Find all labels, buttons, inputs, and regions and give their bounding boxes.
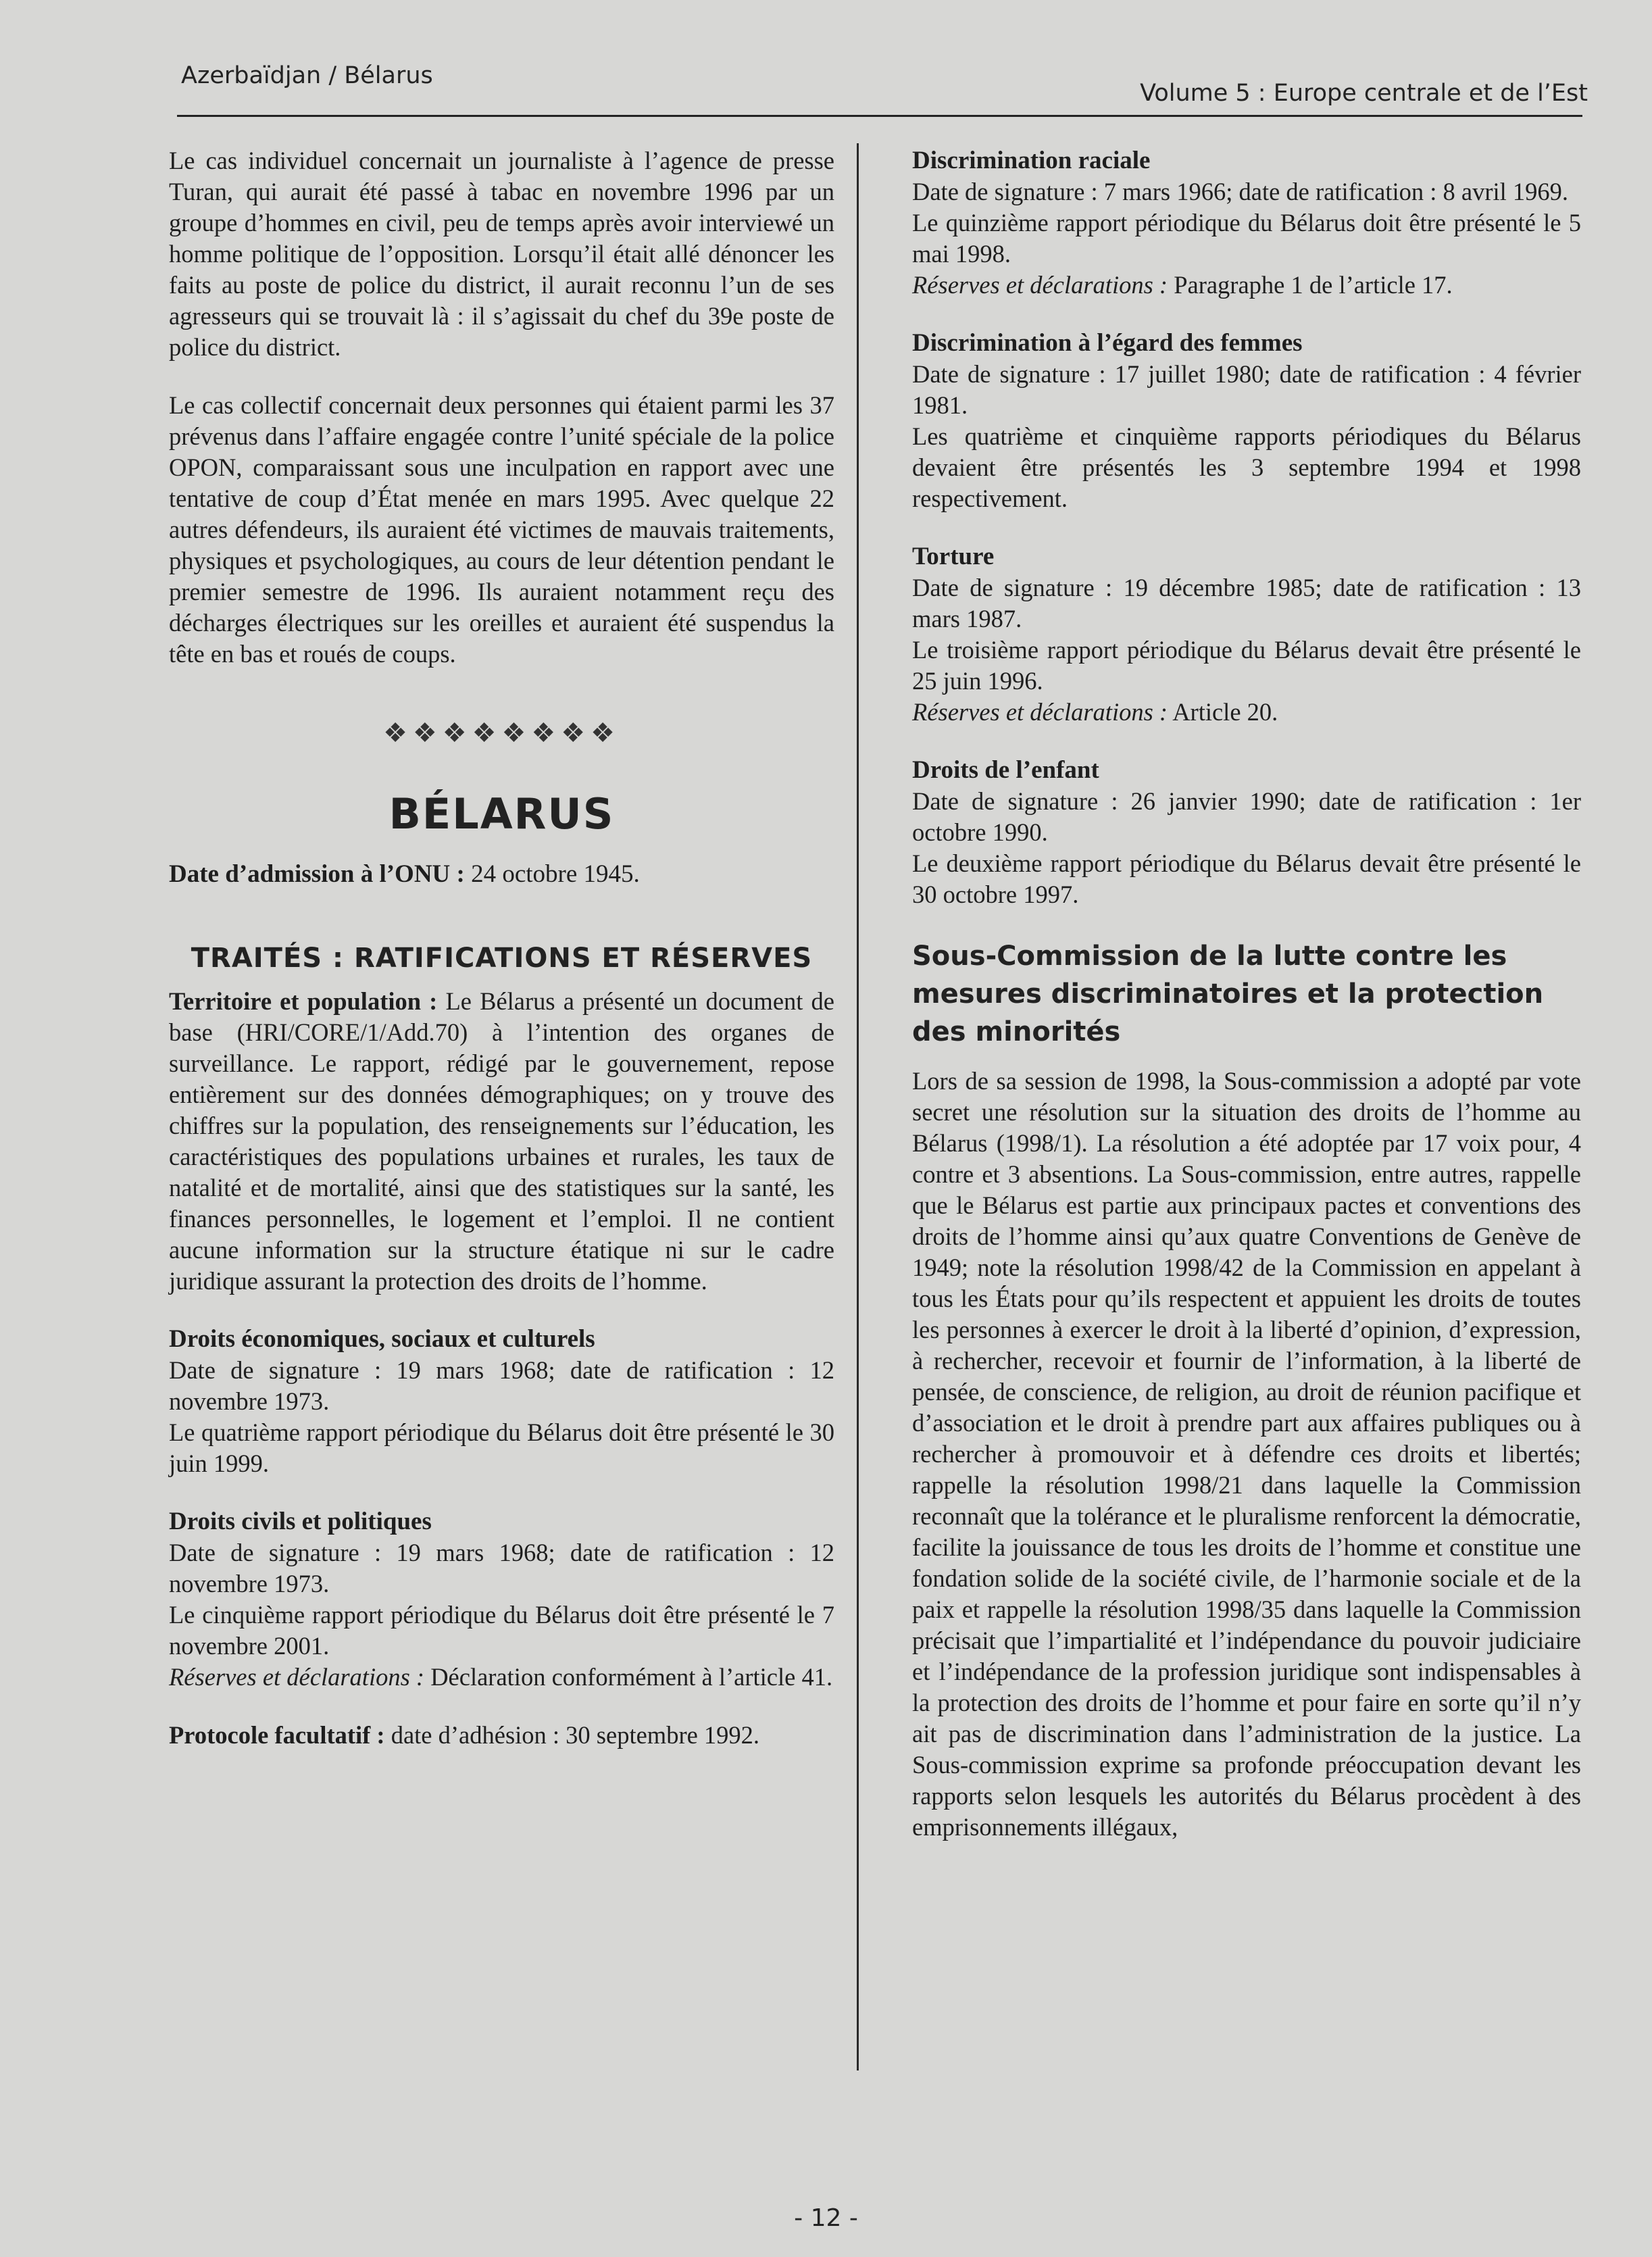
section-economic-rights [169,1324,834,1479]
left-column [169,145,834,1778]
running-header-right: Volume 5 : Europe centrale et de l’Est [1140,80,1588,107]
paragraph-collective-case: Le cas collectif concernait deux personnes qui étaient parmi les 37 prévenus dans l’affaire engagée contre l’unité spéciale de la police OPON, comparaissant sous une inculpation en rapport avec une tentative de coup d’État menée en mars 1995. Avec quelque 22 autres défendeurs, ils auraient été victimes de mauvais traitements, physiques et psychologiques, au cours de leur détention pendant le premier semestre de 1996. Ils auraient notamment reçu des décharges électriques sur les oreilles et auraient été suspendus la tête en bas et roués de coups. [169,391,834,668]
civil-report: Le cinquième rapport périodique du Bélarus doit être présenté le 7 novembre 2001. [169,1601,834,1660]
racial-dates: Date de signature : 7 mars 1966; date de ratification : 8 avril 1969. [912,178,1569,205]
child-dates: Date de signature : 26 janvier 1990; date de ratification : 1er octobre 1990. [912,787,1581,846]
subcommission-heading: Sous-Commission de la lutte contre les mesures discriminatoires et la protection des minorités [912,941,1544,1047]
child-report: Le deuxième rapport périodique du Bélarus devait être présenté le 30 octobre 1997. [912,849,1581,908]
column-divider [857,143,859,2070]
section-civil-rights [169,1506,834,1693]
section-protocol [169,1720,834,1751]
country-title: BÉLARUS [389,789,615,839]
admission-date [169,859,834,890]
econ-title: Droits économiques, sociaux et culturels [169,1325,595,1353]
section-ornament: ❖❖❖❖❖❖❖❖ [383,718,620,748]
racial-title: Discrimination raciale [912,147,1151,174]
torture-dates: Date de signature : 19 décembre 1985; date de ratification : 13 mars 1987. [912,574,1581,633]
civil-reserve-label: Réserves et déclarations : [169,1663,425,1691]
section-child [912,755,1581,910]
econ-dates: Date de signature : 19 mars 1968; date de ratification : 12 novembre 1973. [169,1356,834,1415]
section-women [912,328,1581,514]
subcommission-text: Lors de sa session de 1998, la Sous-commission a adopté par vote secret une résolution sur la situation des droits de l’homme au Bélarus (1998/1). La résolution a été adoptée par 17 voix pour, 4 contre et 3 absentions. La Sous-commission, entre autres, rappelle que le Bélarus est partie aux principaux pactes et conventions des droits de l’homme ainsi qu’aux quatre Conventions de Genève de 1949; note la résolution 1998/42 de la Commission en appelant à tous les États pour qu’ils respectent et appuient les droits de toutes les personnes à exercer le droit à la liberté d’opinion, d’expression, à rechercher, recevoir et fournir de l’information, à la liberté de pensée, de conscience, de religion, au droit de réunion pacifique et d’association et le droit à prendre part aux affaires publiques ou à rechercher à promouvoir et à défendre ces droits et libertés; rappelle la résolution 1998/21 dans laquelle la Commission reconnaît que la tolérance et le pluralisme renforcent la démocratie, facilite la jouissance de tous les droits de l’homme et constitue une fondation solide de la société civile, de l’harmonie sociale et de la paix et rappelle la résolution 1998/35 dans laquelle la Commission précisait que l’impartialité et l’indépendance du pouvoir judiciaire et l’indépendance de la profession juridique sont indispensables à la protection des droits de l’homme et pour faire en sorte qu’il n’y ait pas de discrimination dans l’administration de la justice. La Sous-commission exprime sa profonde préoccupation devant les rapports selon lesquels les autorités du Bélarus procèdent à des emprisonnements illégaux, [912,1067,1581,1841]
child-title: Droits de l’enfant [912,756,1099,784]
torture-report: Le troisième rapport périodique du Bélarus devait être présenté le 25 juin 1996. [912,636,1581,695]
territory-label: Territoire et population : [169,987,438,1015]
women-title: Discrimination à l’égard des femmes [912,329,1303,357]
territory-text: Le Bélarus a présenté un document de base (HRI/CORE/1/Add.70) à l’intention des organes de surveillance. Le rapport, rédigé par le gouvernement, repose entièrement sur des données démographiques; on y trouve des chiffres sur la population, des renseignements sur l’éducation, les caractéristiques des populations urbaines et rurales, les taux de natalité et de mortalité, ainsi que des statistiques sur la santé, les finances personnelles, le logement et l’emploi. Il ne contient aucune information sur la structure étatique ni sur le cadre juridique assurant la protection des droits de l’homme. [169,987,834,1295]
protocol-label: Protocole facultatif : [169,1721,385,1749]
torture-reserve-label: Réserves et déclarations : [912,698,1168,726]
racial-reserve-label: Réserves et déclarations : [912,271,1168,299]
racial-reserve-text: Paragraphe 1 de l’article 17. [1168,271,1453,299]
header-rule [177,115,1582,117]
running-header-left: Azerbaïdjan / Bélarus [181,62,433,89]
page-number: - 12 - [794,2204,858,2232]
econ-report: Le quatrième rapport périodique du Bélarus doit être présenté le 30 juin 1999. [169,1418,834,1477]
right-column [912,145,1581,1843]
paragraph-individual-case: Le cas individuel concernait un journaliste à l’agence de presse Turan, qui aurait été passé à tabac en novembre 1996 par un groupe d’hommes en civil, peu de temps après avoir interviewé un homme politique de l’opposition. Lorsqu’il était allé dénoncer les faits au poste de police du district, il aurait reconnu l’un de ses agresseurs qui se trouvait là : il s’agissait du chef du 39e poste de police du district. [169,147,834,361]
treaties-heading: TRAITÉS : RATIFICATIONS ET RÉSERVES [191,943,813,974]
women-report: Les quatrième et cinquième rapports périodiques du Bélarus devaient être présentés les 3 septembre 1994 et 1998 respectivement. [912,422,1581,512]
section-torture [912,541,1581,728]
racial-report: Le quinzième rapport périodique du Bélarus doit être présenté le 5 mai 1998. [912,209,1581,268]
torture-reserve-text: Article 20. [1168,698,1278,726]
civil-dates: Date de signature : 19 mars 1968; date de ratification : 12 novembre 1973. [169,1539,834,1597]
section-territory [169,986,834,1297]
section-racial [912,145,1581,301]
protocol-text: date d’adhésion : 30 septembre 1992. [384,1721,760,1749]
torture-title: Torture [912,543,995,570]
women-dates: Date de signature : 17 juillet 1980; date de ratification : 4 février 1981. [912,360,1581,419]
admission-value: 24 octobre 1945. [464,860,640,888]
civil-title: Droits civils et politiques [169,1508,432,1535]
civil-reserve-text: Déclaration conformément à l’article 41. [424,1663,833,1691]
admission-label: Date d’admission à l’ONU : [169,860,465,888]
